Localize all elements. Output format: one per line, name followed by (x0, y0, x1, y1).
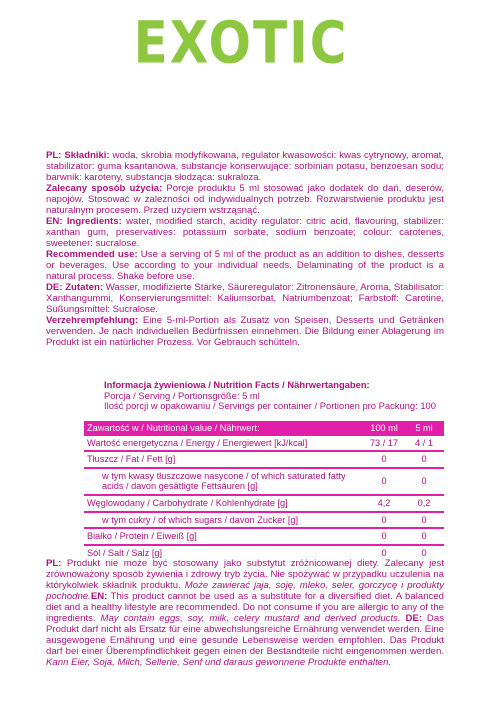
row-label: Tłuszcz / Fat / Fett [g] (84, 451, 364, 468)
use-de (46, 315, 444, 348)
row-label: Węglowodany / Carbohydrate / Kohlenhydrate [g] (84, 495, 364, 512)
nutrition-table-header (84, 421, 444, 436)
nutrition-table (84, 421, 444, 560)
use-pl-text: Porcje produktu 5 ml stosować jako dodatek do dań, deserów, napojów. Stosować w zależności od indywidualnych potrzeb. Rozwarstwienie produktu jest naturalnym procesem. Przed użyciem wstrząsnąć. (46, 183, 444, 216)
servings-per-container: Ilość porcji w opakowaniu / Servings per container / Portionen pro Packung: 100 (104, 400, 436, 412)
row-value-100: 0 (364, 468, 404, 495)
ingredients-pl-text: woda, skrobia modyfikowana, regulator kwasowości: kwas cytrynowy, aromat, stabilizator: guma ksantanowa, substancje konserwujące: sorbinian potasu, benzoesan sodu; barwnik: karoteny, substancja słodząca: sukraloza. (46, 150, 444, 183)
row-value-5: 0,2 (404, 495, 444, 512)
use-en-text: Use a serving of 5 ml of the product as an addition to dishes, desserts or beverages. Use according to your individual needs. Delaminating of the product is a natural process. Shake before use. (46, 249, 445, 282)
row-value-100: 0 (364, 512, 404, 529)
table-row (84, 436, 444, 452)
table-row (84, 451, 444, 468)
disclaimer-en-allergen: May contain eggs, soy, milk, celery mustard and derived products. (100, 613, 401, 624)
ingredients-de-text: Wasser, modifizierte Stärke, Säureregulator: Zitronensäure, Aroma, Stabilisator: Xanthangummi, Konservierungsmittel: Kaliumsorbat, Natriumbenzoat; Farbstoff: Carotine, Süßungsmittel: Sucralose. (46, 282, 445, 315)
disclaimer-pl-text: Produkt nie może być stosowany jako substytut zróżnicowanej diety. Zalecany jest zrównoważony sposób żywienia i zdrowy tryb życia. Nie spożywać w przypadku uczulenia na którykolwiek składnik produktu. (46, 558, 444, 591)
product-title: EXOTIC (133, 9, 349, 77)
col-header-label: Zawartość w / Nutritional value / Nährwert: (84, 421, 364, 436)
ingredients-section (46, 150, 444, 348)
disclaimer-en-label: EN: (90, 591, 108, 602)
disclaimer-pl-label: PL: (46, 558, 62, 569)
row-value-100: 4,2 (364, 495, 404, 512)
disclaimer-en-text: This product cannot be used as a substitute for a diversified diet. A balanced diet and a healthy lifestyle are recommended. Do not consume if you are allergic to any of the ingredients. (46, 591, 444, 624)
row-value-100: 73 / 17 (364, 436, 404, 452)
disclaimer-pl-allergen: Może zawierać jaja, soję, mleko, seler, gorczycę i produkty pochodne. (46, 580, 444, 602)
nutrition-heading: Informacja żywieniowa / Nutrition Facts / Nährwertangaben: (104, 379, 370, 390)
row-label: Białko / Protein / Eiweiß [g] (84, 528, 364, 545)
ingredients-de (46, 282, 444, 315)
row-label: Sól / Salt / Salz [g] (84, 545, 364, 561)
table-row (84, 495, 444, 512)
disclaimer-text (46, 558, 444, 668)
use-pl-label: Zalecany sposób użycia: (46, 183, 163, 194)
row-value-5: 0 (404, 512, 444, 529)
ingredients-pl-label: PL: Składniki: (46, 150, 110, 161)
ingredients-pl (46, 150, 444, 183)
nutrition-header (104, 380, 444, 412)
row-value-5: 4 / 1 (404, 436, 444, 452)
table-row (84, 468, 444, 495)
row-label: w tym cukry / of which sugars / davon Zucker [g] (84, 512, 364, 529)
col-header-5ml: 5 ml (404, 421, 444, 436)
row-value-100: 0 (364, 451, 404, 468)
ingredients-de-label: DE: Zutaten: (46, 282, 104, 293)
use-pl (46, 183, 444, 216)
ingredients-en (46, 216, 444, 249)
row-value-5: 0 (404, 468, 444, 495)
disclaimer-section (46, 558, 444, 668)
row-value-100: 0 (364, 545, 404, 561)
row-value-5: 0 (404, 528, 444, 545)
row-label: Wartość energetyczna / Energy / Energiewert [kJ/kcal] (84, 436, 364, 452)
table-row (84, 512, 444, 529)
use-de-label: Verzehrempfehlung: (46, 315, 139, 326)
ingredients-en-text: water, modified starch, acidity regulator: citric acid, flavouring, stabilizer: xanthan gum, preservatives: potassium sorbate, sodium benzoate; colour: carotenes, sweetener: sucralose. (46, 216, 444, 249)
ingredients-en-label: EN: Ingredients: (46, 216, 122, 227)
use-en (46, 249, 444, 282)
disclaimer-de-label: DE: (405, 613, 423, 624)
disclaimer-de-text: Das Produkt darf nicht als Ersatz für eine abwechslungsreiche Ernährung verwendet werden. Eine ausgewogene Ernährung und eine gesunde Lebensweise werden empfohlen. Das Produkt darf bei einer Überempfindlichkeit gegen einen der Bestandteile nicht eingenommen werden. (46, 613, 444, 657)
disclaimer-de-allergen: Kann Eier, Soja, Milch, Sellerie, Senf und daraus gewonnene Produkte enthalten. (46, 657, 392, 668)
use-en-label: Recommended use: (46, 249, 138, 260)
row-value-5: 0 (404, 451, 444, 468)
row-value-5: 0 (404, 545, 444, 561)
col-header-100ml: 100 ml (364, 421, 404, 436)
row-value-100: 0 (364, 528, 404, 545)
use-de-text: Eine 5-ml-Portion als Zusatz von Speisen, Desserts und Getränken verwenden. Je nach individuellen Bedürfnissen einnehmen. Die Bildung einer Ablagerung im Produkt ist ein natürlicher Prozess. Vor Gebrauch schütteln. (46, 315, 444, 348)
serving-size: Porcja / Serving / Portionsgröße: 5 ml (104, 389, 260, 401)
table-row (84, 528, 444, 545)
row-label: w tym kwasy tłuszczowe nasycone / of which saturated fatty acids / davon gesättigte Fettsäuren [g] (84, 468, 364, 495)
